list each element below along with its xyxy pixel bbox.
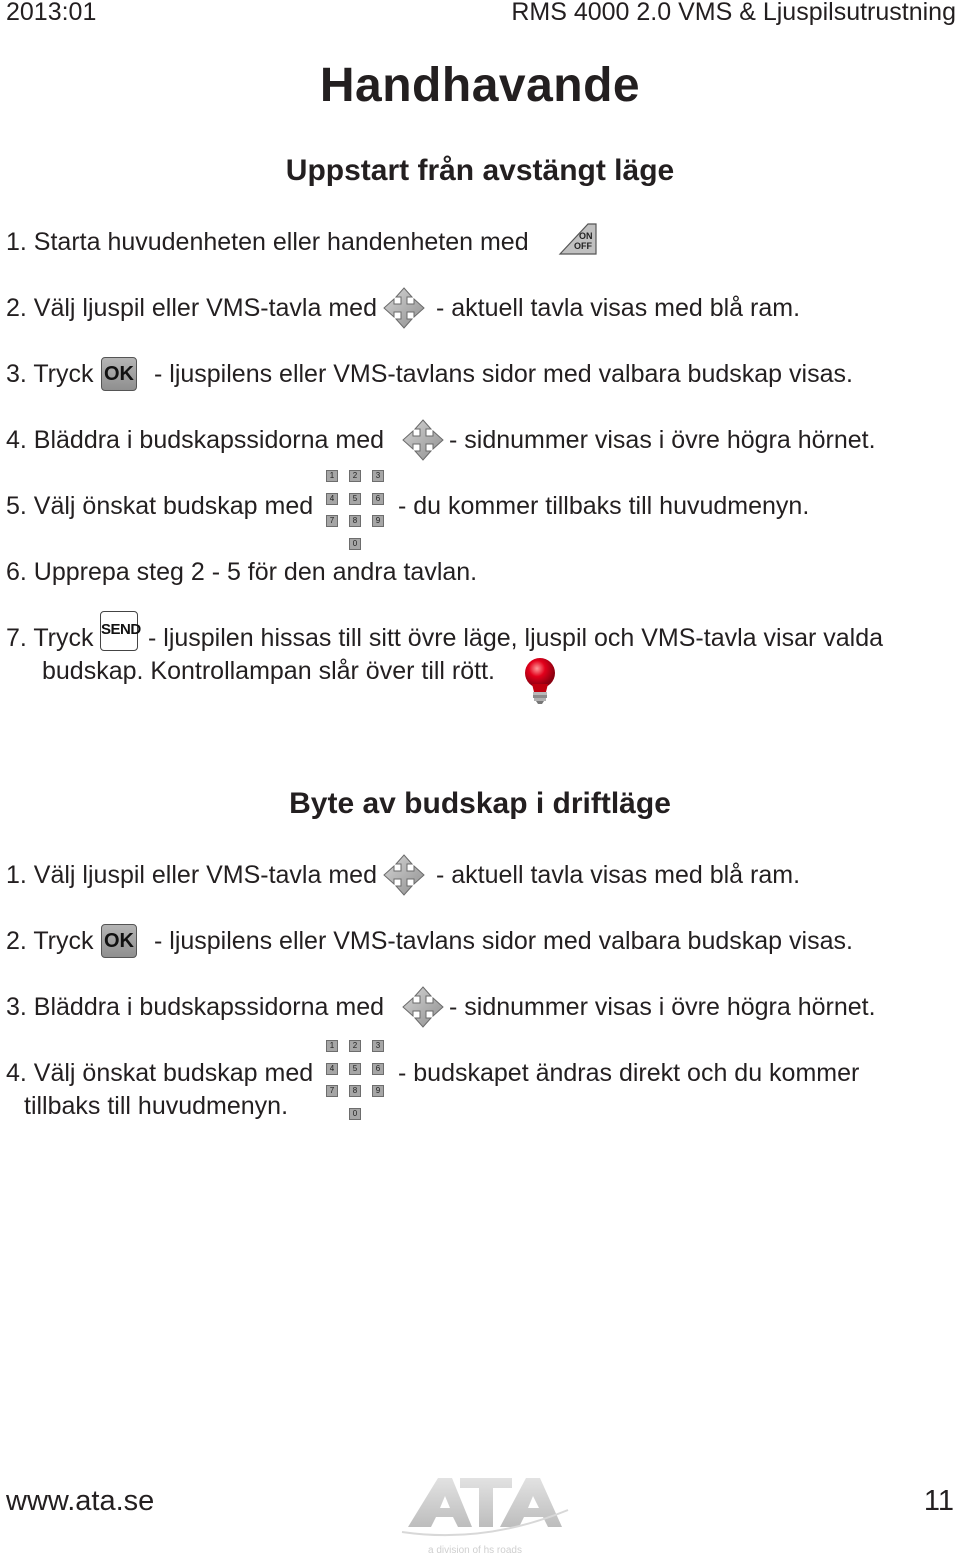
keypad-icon	[326, 1040, 386, 1122]
navigation-arrows-icon	[401, 419, 445, 466]
step-4-text: 4. Bläddra i budskapssidorna med	[6, 426, 385, 454]
ok-button-icon: OK	[101, 924, 137, 958]
send-button-icon: SEND	[100, 611, 138, 651]
section-heading-operation: Byte av budskap i driftläge	[289, 787, 671, 820]
page-title: Handhavande	[319, 59, 641, 112]
step-5-result: - du kommer tillbaks till huvudmenyn.	[398, 492, 810, 520]
op-step-2-text: 2. Tryck	[6, 927, 94, 955]
step-5-text: 5. Välj önskat budskap med	[6, 492, 314, 520]
step-6-text: 6. Upprepa steg 2 - 5 för den andra tavlan.	[6, 558, 478, 586]
step-7-result-cont: budskap. Kontrollampan slår över till rött.	[42, 657, 495, 685]
keypad-key-9: 9	[372, 515, 384, 527]
logo-tagline: a division of hs roads	[428, 1545, 522, 1556]
op-step-3-result: - sidnummer visas i övre högra hörnet.	[449, 993, 876, 1021]
keypad-key-3: 3	[372, 1040, 384, 1052]
red-lamp-icon	[522, 656, 558, 711]
op-step-1-result: - aktuell tavla visas med blå ram.	[436, 861, 801, 889]
op-step-3-text: 3. Bläddra i budskapssidorna med	[6, 993, 385, 1021]
op-step-4-text: 4. Välj önskat budskap med	[6, 1059, 314, 1087]
keypad-key-3: 3	[372, 470, 384, 482]
keypad-key-6: 6	[372, 493, 384, 505]
off-label: OFF	[574, 241, 592, 251]
on-label: ON	[579, 231, 593, 241]
footer-url[interactable]: www.ata.se	[6, 1485, 155, 1517]
navigation-arrows-icon	[382, 287, 426, 334]
page-number: 11	[923, 1485, 954, 1517]
op-step-4-result-cont: tillbaks till huvudmenyn.	[24, 1092, 289, 1120]
keypad-key-8: 8	[349, 1085, 361, 1097]
keypad-key-9: 9	[372, 1085, 384, 1097]
header-date: 2013:01	[6, 0, 97, 26]
navigation-arrows-icon	[401, 986, 445, 1033]
op-step-4-result: - budskapet ändras direkt och du kommer	[398, 1059, 860, 1087]
keypad-key-5: 5	[349, 1063, 361, 1075]
step-7-result: - ljuspilen hissas till sitt övre läge, ljuspil och VMS-tavla visar valda	[148, 624, 884, 652]
keypad-key-8: 8	[349, 515, 361, 527]
step-3-text: 3. Tryck	[6, 360, 94, 388]
step-2-text: 2. Välj ljuspil eller VMS-tavla med	[6, 294, 377, 322]
keypad-key-4: 4	[326, 493, 338, 505]
keypad-key-4: 4	[326, 1063, 338, 1075]
keypad-key-7: 7	[326, 1085, 338, 1097]
step-1-text: 1. Starta huvudenheten eller handenheten med	[6, 228, 529, 256]
step-7-text: 7. Tryck	[6, 624, 94, 652]
step-2-result: - aktuell tavla visas med blå ram.	[436, 294, 801, 322]
ok-button-icon: OK	[101, 357, 137, 391]
keypad-key-6: 6	[372, 1063, 384, 1075]
keypad-key-2: 2	[349, 470, 361, 482]
keypad-key-2: 2	[349, 1040, 361, 1052]
step-4-result: - sidnummer visas i övre högra hörnet.	[449, 426, 876, 454]
keypad-key-0: 0	[349, 1108, 361, 1120]
keypad-key-7: 7	[326, 515, 338, 527]
op-step-2-result: - ljuspilens eller VMS-tavlans sidor med valbara budskap visas.	[154, 927, 853, 955]
on-off-icon	[558, 222, 598, 261]
step-3-result: - ljuspilens eller VMS-tavlans sidor med valbara budskap visas.	[154, 360, 853, 388]
op-step-1-text: 1. Välj ljuspil eller VMS-tavla med	[6, 861, 377, 889]
navigation-arrows-icon	[382, 854, 426, 901]
section-heading-startup: Uppstart från avstängt läge	[285, 154, 675, 187]
keypad-key-5: 5	[349, 493, 361, 505]
keypad-icon	[326, 470, 386, 552]
keypad-key-1: 1	[326, 1040, 338, 1052]
ata-logo	[400, 1472, 570, 1557]
keypad-key-0: 0	[349, 538, 361, 550]
keypad-key-1: 1	[326, 470, 338, 482]
header-product: RMS 4000 2.0 VMS & Ljuspilsutrustning	[511, 0, 956, 26]
